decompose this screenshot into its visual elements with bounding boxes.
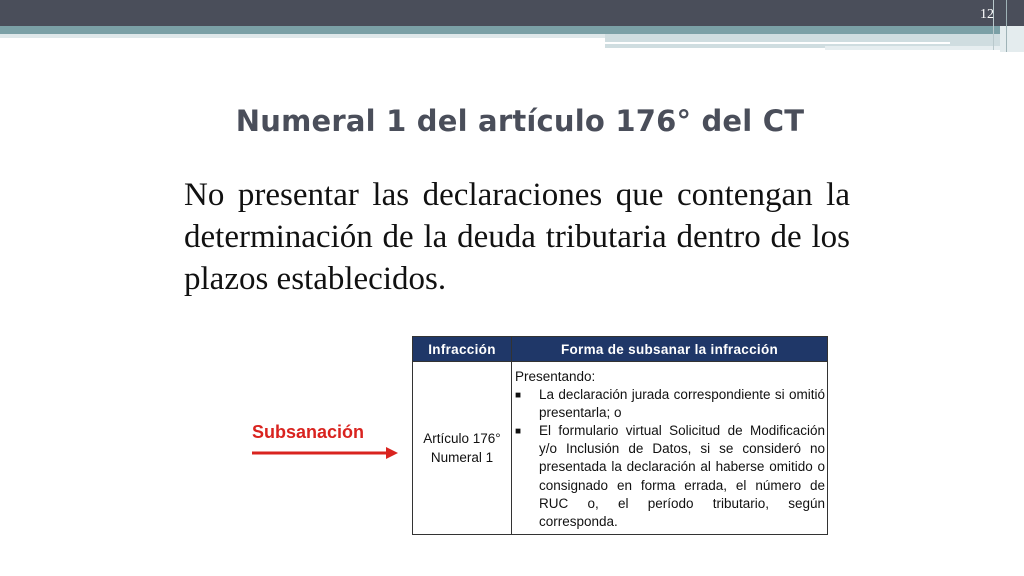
teal-band [0,26,1000,34]
table-row [413,362,828,535]
header-infraccion: Infracción [413,337,512,362]
body-paragraph: No presentar las declaraciones que contengan la determinación de la deuda tributaria dentro de los plazos establecidos. [184,177,850,297]
page-number: 12 [980,7,994,22]
infraction-table [412,336,828,535]
infraction-article: Artículo 176° [423,430,501,446]
band-line [605,42,950,44]
square-bullet-icon: ■ [515,426,522,438]
light-band-3 [825,46,1000,50]
list-item [515,422,825,531]
infraction-cell [413,362,512,535]
infraction-numeral: Numeral 1 [430,449,494,465]
top-bar [0,0,1024,26]
header-forma-subsanar: Forma de subsanar la infracción [512,337,828,362]
remedy-cell [512,362,828,535]
list-item [515,386,825,422]
square-bullet-icon: ■ [515,390,522,402]
table-header-row [413,337,828,362]
corner-line-2 [1006,0,1007,52]
arrow-right-icon [250,444,400,464]
corner-block [1000,26,1024,52]
list-item-text: La declaración jurada correspondiente si omitió presentarla; o [539,387,825,421]
slide-title: Numeral 1 del artículo 176° del CT [235,104,805,138]
subsanacion-label: Subsanación [252,422,365,442]
remedy-intro: Presentando: [515,369,596,384]
list-item-text: El formulario virtual Solicitud de Modificación y/o Inclusión de Datos, si se consideró no presentada la declaración al haberse omitido o consignado en forma errada, el número de RUC o, el período tributario, según corresponda. [539,423,825,529]
